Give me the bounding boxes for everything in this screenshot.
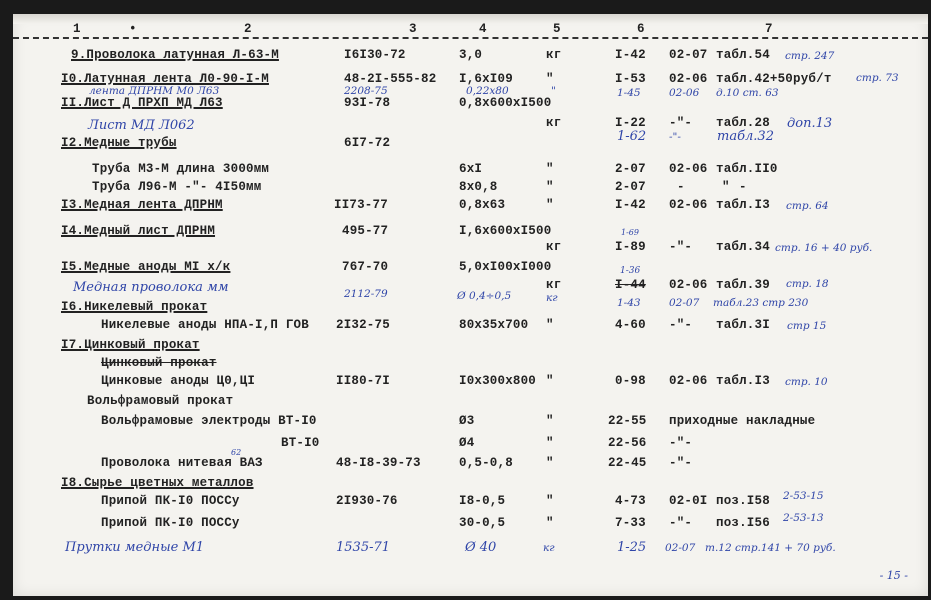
r12a-name: Труба М3-М длина 3000мм xyxy=(92,162,270,176)
r17b-name: Вольфрамовый прокат xyxy=(87,394,234,408)
header-divider xyxy=(13,37,928,39)
page-number: - 15 - xyxy=(879,569,908,582)
r13-size: 0,8x63 xyxy=(459,198,506,212)
r18b-price: 7-33 xyxy=(615,516,646,530)
col-header-5: 5 xyxy=(553,22,561,36)
r15-tab: табл.39 xyxy=(716,278,770,292)
r15-unit: кг xyxy=(546,278,562,292)
r11-hw-price: 1-62 xyxy=(617,129,647,144)
col-header-1: 1 xyxy=(73,22,81,36)
r12a-code: 02-06 xyxy=(669,162,708,176)
r11-gost: 93I-78 xyxy=(344,96,391,110)
r11-code: -"- xyxy=(669,116,693,130)
r16a-size: 80x35x700 xyxy=(459,318,529,332)
r13-code: 02-06 xyxy=(669,198,708,212)
r12b-price: 2-07 xyxy=(615,180,646,194)
r17d-unit: " xyxy=(546,436,554,450)
r14-price: I-89 xyxy=(615,240,646,254)
r18a-tab: поз.I58 xyxy=(716,494,770,508)
r9-size: 3,0 xyxy=(459,48,483,62)
r12a-price: 2-07 xyxy=(615,162,646,176)
col-header-dot: • xyxy=(129,22,137,36)
r17d-code: -"- xyxy=(669,436,693,450)
r13-gost: II73-77 xyxy=(334,198,388,212)
r16a-note: стр 15 xyxy=(787,320,827,332)
r15-hw-size: Ø 0,4÷0,5 xyxy=(457,290,512,302)
r9-note: стр. 247 xyxy=(785,50,835,62)
r14-note: стр. 16 + 40 руб. xyxy=(775,242,873,254)
r10-note: стр. 73 xyxy=(856,72,899,84)
r16-name: I6.Никелевый прокат xyxy=(61,300,208,314)
r19-hw-unit: кг xyxy=(543,542,555,554)
r15-hw-code: 02-07 xyxy=(669,297,700,309)
r17e-size: 0,5-0,8 xyxy=(459,456,513,470)
r10-hw-name: лента ДПРНМ М0 Л63 xyxy=(89,85,220,97)
r16a-gost: 2I32-75 xyxy=(336,318,390,332)
r9-gost: I6I30-72 xyxy=(344,48,406,62)
r12b-name: Труба Л96-М -"- 4I50мм xyxy=(92,180,262,194)
r11-size: 0,8x600xI500 xyxy=(459,96,552,110)
r11-hw-name: Лист МД Л062 xyxy=(88,118,195,133)
r10-name: I0.Латунная лента Л0-90-I-М xyxy=(61,72,269,86)
r17e-code: -"- xyxy=(669,456,693,470)
page-top-edge xyxy=(13,14,928,24)
r19-hw-tab: т.12 стр.141 + 70 руб. xyxy=(705,542,836,554)
r10-hw-size: 0,22x80 xyxy=(466,85,509,97)
r17a-note: стр. 10 xyxy=(785,376,828,388)
r17c-name: Вольфрамовые электроды ВТ-I0 xyxy=(101,414,317,428)
r17e-name: Проволока нитевая ВАЗ xyxy=(101,456,263,470)
r16a-unit: " xyxy=(546,318,554,332)
r12a-unit: " xyxy=(546,162,554,176)
r17d-name: ВТ-I0 xyxy=(281,436,320,450)
r17a-name: Цинковые аноды Ц0,ЦI xyxy=(101,374,256,388)
r12b-unit: " xyxy=(546,180,554,194)
r13-note: стр. 64 xyxy=(786,200,829,212)
r19-hw-code: 02-07 xyxy=(665,542,696,554)
r17c-price: 22-55 xyxy=(608,414,647,428)
r18b-tab: поз.I56 xyxy=(716,516,770,530)
r17a-tab: табл.I3 xyxy=(716,374,770,388)
r18-name: I8.Сырье цветных металлов xyxy=(61,476,254,490)
r10-unit: " xyxy=(546,72,554,86)
r11-note: доп.13 xyxy=(787,116,833,131)
r18a-price: 4-73 xyxy=(615,494,646,508)
col-header-2: 2 xyxy=(244,22,252,36)
r15-hw-name: Медная проволока мм xyxy=(73,280,229,295)
r17a-price: 0-98 xyxy=(615,374,646,388)
r16a-price: 4-60 xyxy=(615,318,646,332)
r18a-size: I8-0,5 xyxy=(459,494,506,508)
r10-code: 02-06 xyxy=(669,72,708,86)
r15-gost: 767-70 xyxy=(342,260,389,274)
r14-gost: 495-77 xyxy=(342,224,389,238)
r10-size: I,6xI09 xyxy=(459,72,513,86)
r15-price-hw: 1-36 xyxy=(620,266,641,276)
r12-name: I2.Медные трубы xyxy=(61,136,177,150)
r18b-size: 30-0,5 xyxy=(459,516,506,530)
col-header-3: 3 xyxy=(409,22,417,36)
r14-code: -"- xyxy=(669,240,693,254)
r14-name: I4.Медный лист ДПРНМ xyxy=(61,224,216,238)
r9-code: 02-07 xyxy=(669,48,708,62)
r12a-size: 6xI xyxy=(459,162,483,176)
r14-price-hw: 1-69 xyxy=(621,228,639,237)
r17c-tab: приходные накладные xyxy=(669,414,816,428)
r17d-price: 22-56 xyxy=(608,436,647,450)
r9-name: 9.Проволока латунная Л-63-М xyxy=(71,48,279,62)
r18b-code: -"- xyxy=(669,516,693,530)
r14-size: I,6x600xI500 xyxy=(459,224,552,238)
r14-unit: кг xyxy=(546,240,562,254)
r17e-unit: " xyxy=(546,456,554,470)
r13-name: I3.Медная лента ДПРНМ xyxy=(61,198,223,212)
r12b-code: - xyxy=(677,180,685,194)
r12b-size: 8x0,8 xyxy=(459,180,498,194)
r10-hw-tab: д.10 ст. 63 xyxy=(716,87,779,99)
r18b-note: 2-53-13 xyxy=(783,512,824,524)
document-page xyxy=(13,14,928,596)
r15-note: стр. 18 xyxy=(786,278,829,290)
r9-price: I-42 xyxy=(615,48,646,62)
r11-name: II.Лист Д ПРХП МД Л63 xyxy=(61,96,223,110)
r11-price: I-22 xyxy=(615,116,646,130)
col-header-7: 7 xyxy=(765,22,773,36)
r10-hw-code: 02-06 xyxy=(669,87,700,99)
r18a-name: Припой ПК-I0 ПОССу xyxy=(101,494,240,508)
r19-hw-name: Прутки медные М1 xyxy=(65,540,205,555)
r10-hw-price: 1-45 xyxy=(617,87,641,99)
r11-hw-code: -"- xyxy=(669,131,681,143)
r15-code: 02-06 xyxy=(669,278,708,292)
r17e-sup: 62 xyxy=(231,448,242,457)
r17-name: I7.Цинковый прокат xyxy=(61,338,200,352)
r18b-unit: " xyxy=(546,516,554,530)
r10-hw-gost: 2208-75 xyxy=(344,85,388,97)
r17d-size: Ø4 xyxy=(459,436,475,450)
r17a-unit: " xyxy=(546,374,554,388)
r11-tab: табл.28 xyxy=(716,116,770,130)
r11-unit: кг xyxy=(546,116,562,130)
r17c-unit: " xyxy=(546,414,554,428)
r15-name: I5.Медные аноды МI x/к xyxy=(61,260,231,274)
r18a-note: 2-53-15 xyxy=(783,490,824,502)
r10-price: I-53 xyxy=(615,72,646,86)
r14-tab: табл.34 xyxy=(716,240,770,254)
r19-hw-size: Ø 40 xyxy=(465,540,497,555)
r17-struck: Цинковый прокат xyxy=(101,356,217,370)
r13-tab: табл.I3 xyxy=(716,198,770,212)
r16a-code: -"- xyxy=(669,318,693,332)
r9-tab: табл.54 xyxy=(716,48,770,62)
col-header-6: 6 xyxy=(637,22,645,36)
r19-hw-price: 1-25 xyxy=(617,540,647,555)
r15-size: 5,0xI00xI000 xyxy=(459,260,552,274)
r15-hw-unit: кг xyxy=(546,292,558,304)
r12b-tab2: - xyxy=(739,180,747,194)
r17e-gost: 48-I8-39-73 xyxy=(336,456,421,470)
r17a-gost: II80-7I xyxy=(336,374,390,388)
r15-hw-price: 1-43 xyxy=(617,297,641,309)
r18a-code: 02-0I xyxy=(669,494,708,508)
r10-tab: табл.42+50руб/т xyxy=(716,72,832,86)
r15-hw-gost: 2112-79 xyxy=(344,288,388,300)
r13-price: I-42 xyxy=(615,198,646,212)
col-header-4: 4 xyxy=(479,22,487,36)
r12b-tab: " xyxy=(722,180,730,194)
r10-hw-unit: " xyxy=(551,85,556,97)
r19-hw-gost: 1535-71 xyxy=(336,540,391,555)
r12-gost: 6I7-72 xyxy=(344,136,391,150)
r15-hw-tab: табл.23 стр 230 xyxy=(713,297,809,309)
r11-hw-tab: табл.32 xyxy=(717,129,774,144)
r13-unit: " xyxy=(546,198,554,212)
r10-gost: 48-2I-555-82 xyxy=(344,72,437,86)
r17a-code: 02-06 xyxy=(669,374,708,388)
r17a-size: I0x300x800 xyxy=(459,374,537,388)
r15-price: I-44 xyxy=(615,278,646,292)
r18b-name: Припой ПК-I0 ПОССу xyxy=(101,516,240,530)
r12a-tab: табл.II0 xyxy=(716,162,778,176)
r17c-size: Ø3 xyxy=(459,414,475,428)
r17e-price: 22-45 xyxy=(608,456,647,470)
r9-unit: кг xyxy=(546,48,562,62)
r16a-name: Никелевые аноды НПА-I,П ГОВ xyxy=(101,318,309,332)
r16a-tab: табл.3I xyxy=(716,318,770,332)
r18a-unit: " xyxy=(546,494,554,508)
r18a-gost: 2I930-76 xyxy=(336,494,398,508)
